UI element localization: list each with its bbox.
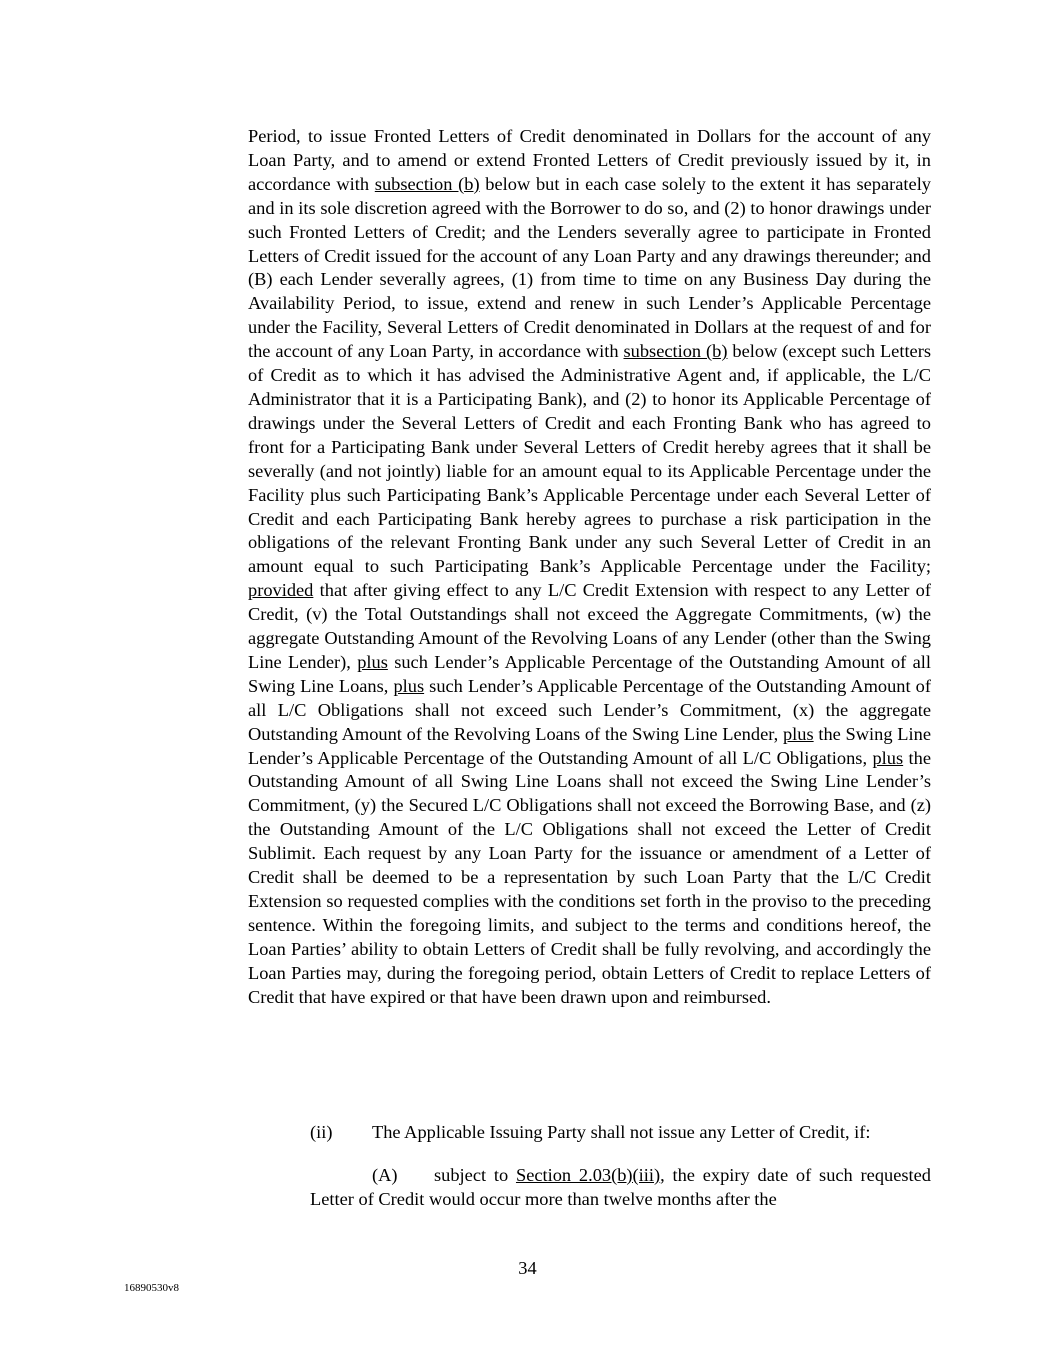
body-text: such Lender’s Applicable Percentage of the Outstanding Amount of all L/C Obligations shall not exceed such Lender’s Commitment, (x) the aggregate Outstanding Amount of the Revolving Loans of the Swing Line Lender,: [248, 675, 931, 744]
plus-term: plus: [782, 723, 814, 744]
body-paragraph: [248, 125, 931, 1010]
clause-a-text: , the expiry date of such requested Letter of Credit would occur more than twelve months after the: [310, 1165, 931, 1209]
body-text: the Swing Line Lender’s Applicable Percentage of the Outstanding Amount of all L/C Obligations,: [248, 723, 931, 768]
body-text: below (except such Letters of Credit as to which it has advised the Administrative Agent and, if applicable, the L/C Administrator that it is a Participating Bank), and (2) to honor its Applicable Percentage of drawings under the Several Letters of Credit and each Fronting Bank who has agreed to front for a Participating Bank under Several Letters of Credit hereby agrees that it shall be severally (and not jointly) liable for an amount equal to its Applicable Percentage under the Facility plus such Participating Bank’s Applicable Percentage under each Several Letter of Credit and each Participating Bank hereby agrees to purchase a risk participation in the obligations of the relevant Fronting Bank under any such Several Letter of Credit in an amount equal to such Participating Bank’s Applicable Percentage under the Facility;: [248, 341, 931, 577]
clause-a: [310, 1164, 931, 1212]
body-text: such Lender’s Applicable Percentage of the Outstanding Amount of all Swing Line Loans,: [248, 651, 931, 696]
provided-term: provided: [248, 580, 314, 601]
plus-term: plus: [872, 747, 904, 768]
clause-a-text: subject to: [434, 1165, 516, 1185]
clause-ii-number: (ii): [310, 1122, 333, 1142]
document-id: 16890530v8: [124, 1282, 179, 1294]
clause-ii: [310, 1121, 931, 1145]
clause-a-number: (A): [372, 1165, 398, 1185]
body-text: the Outstanding Amount of all Swing Line Loans shall not exceed the Swing Line Lender’s Commitment, (y) the Secured L/C Obligations shall not exceed the Borrowing Base, and (z) the Outstanding Amount of the L/C Obligations shall not exceed the Letter of Credit Sublimit. Each request by any Loan Party for the issuance or amendment of a Letter of Credit shall be deemed to be a representation by such Loan Party that the L/C Credit Extension so requested complies with the conditions set forth in the proviso to the preceding sentence. Within the foregoing limits, and subject to the terms and conditions hereof, the Loan Parties’ ability to obtain Letters of Credit shall be fully revolving, and accordingly the Loan Parties may, during the foregoing period, obtain Letters of Credit to replace Letters of Credit that have expired or that have been drawn upon and reimbursed.: [248, 747, 931, 1007]
clause-ii-text: The Applicable Issuing Party shall not issue any Letter of Credit, if:: [372, 1122, 871, 1142]
body-text: Period, to issue Fronted Letters of Credit denominated in Dollars for the account of any Loan Party, and to amend or extend Fronted Letters of Credit previously issued by it, in accordance with: [248, 126, 931, 194]
body-text: that after giving effect to any L/C Credit Extension with respect to any Letter of Credit, (v) the Total Outstandings shall not exceed the Aggregate Commitments, (w) the aggregate Outstanding Amount of the Revolving Loans of any Lender (other than the Swing Line Lender),: [248, 580, 931, 672]
subsection-b-reference: subsection (b): [623, 341, 728, 362]
plus-term: plus: [357, 651, 388, 672]
page-number: 34: [518, 1258, 537, 1278]
plus-term: plus: [393, 675, 425, 696]
body-text: below but in each case solely to the extent it has separately and in its sole discretion agreed with the Borrower to do so, and (2) to honor drawings under such Fronted Letters of Credit; and the Lenders severally agree to participate in Fronted Letters of Credit issued for the account of any Loan Party and any drawings thereunder; and (B) each Lender severally agrees, (1) from time to time on any Business Day during the Availability Period, to issue, extend and renew in such Lender’s Applicable Percentage under the Facility, Several Letters of Credit denominated in Dollars at the request of and for the account of any Loan Party, in accordance with: [248, 173, 932, 362]
subsection-b-reference: subsection (b): [374, 173, 480, 194]
section-reference: Section 2.03(b)(iii): [515, 1165, 661, 1185]
